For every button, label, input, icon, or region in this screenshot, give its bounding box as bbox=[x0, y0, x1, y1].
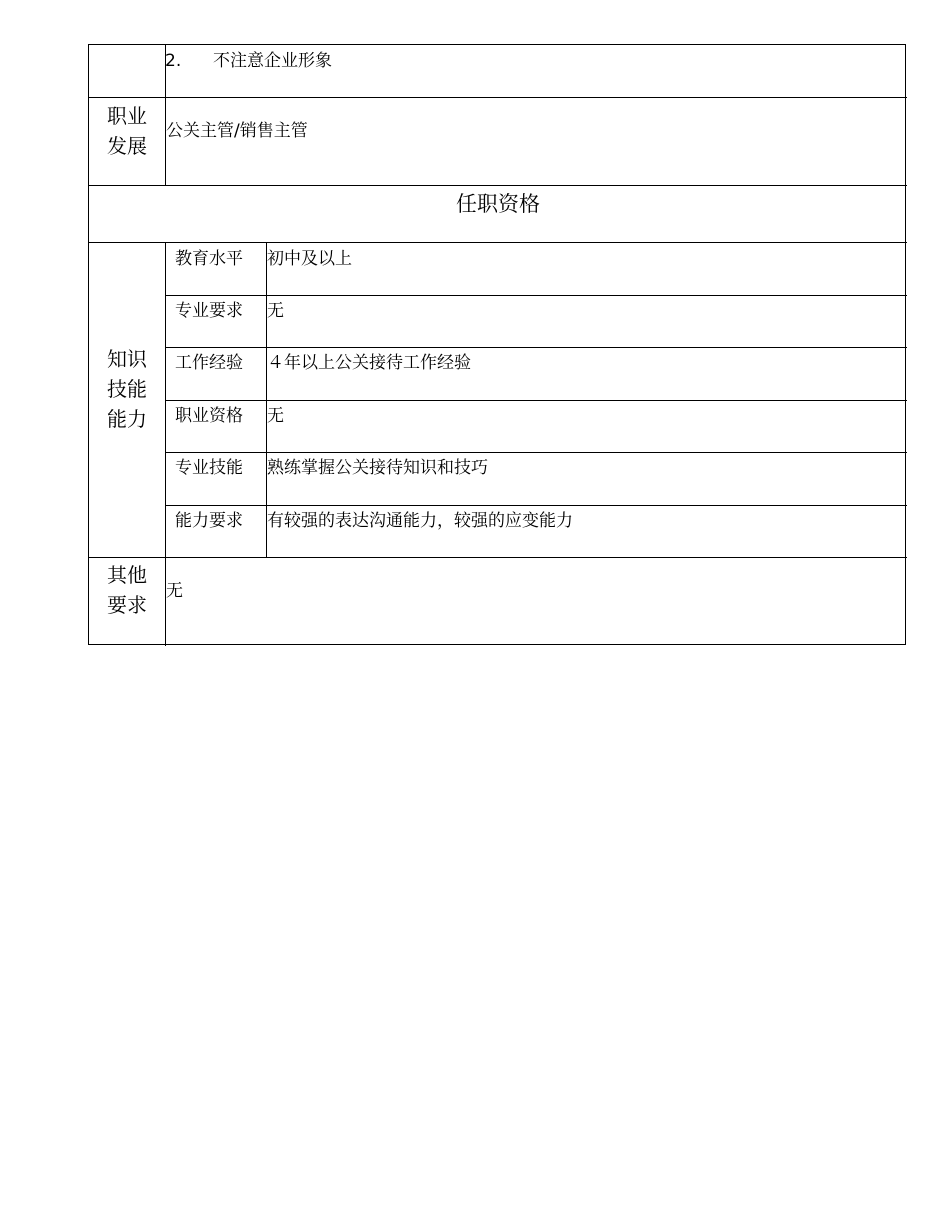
row-divider bbox=[89, 185, 907, 186]
list-number: 2. bbox=[165, 51, 182, 71]
other-value: 无 bbox=[166, 581, 183, 601]
row-divider bbox=[89, 557, 907, 558]
experience-value: ４年以上公关接待工作经验 bbox=[267, 353, 471, 373]
row-divider bbox=[165, 347, 907, 348]
list-text: 不注意企业形象 bbox=[213, 51, 332, 71]
education-key: 教育水平 bbox=[175, 249, 243, 269]
row-divider bbox=[165, 400, 907, 401]
skill-value: 熟练掌握公关接待知识和技巧 bbox=[267, 458, 488, 478]
career-value: 公关主管/销售主管 bbox=[166, 121, 308, 141]
column-divider bbox=[266, 242, 267, 557]
section-title: 任职资格 bbox=[456, 192, 540, 216]
ability-key: 能力要求 bbox=[175, 511, 243, 531]
skill-key: 专业技能 bbox=[175, 458, 243, 478]
major-value: 无 bbox=[267, 301, 284, 321]
knowledge-label: 知识 技能 能力 bbox=[107, 347, 147, 431]
other-label: 其他 要求 bbox=[107, 563, 147, 617]
job-spec-table bbox=[88, 44, 906, 645]
qualification-key: 职业资格 bbox=[175, 406, 243, 426]
experience-key: 工作经验 bbox=[175, 353, 243, 373]
ability-value: 有较强的表达沟通能力，较强的应变能力 bbox=[267, 511, 573, 531]
row-divider bbox=[165, 295, 907, 296]
major-key: 专业要求 bbox=[175, 301, 243, 321]
education-value: 初中及以上 bbox=[267, 249, 352, 269]
row-divider bbox=[89, 242, 907, 243]
career-label: 职业 发展 bbox=[107, 104, 147, 158]
qualification-value: 无 bbox=[267, 406, 284, 426]
row-divider bbox=[165, 505, 907, 506]
row-divider bbox=[165, 452, 907, 453]
row-divider bbox=[89, 97, 907, 98]
